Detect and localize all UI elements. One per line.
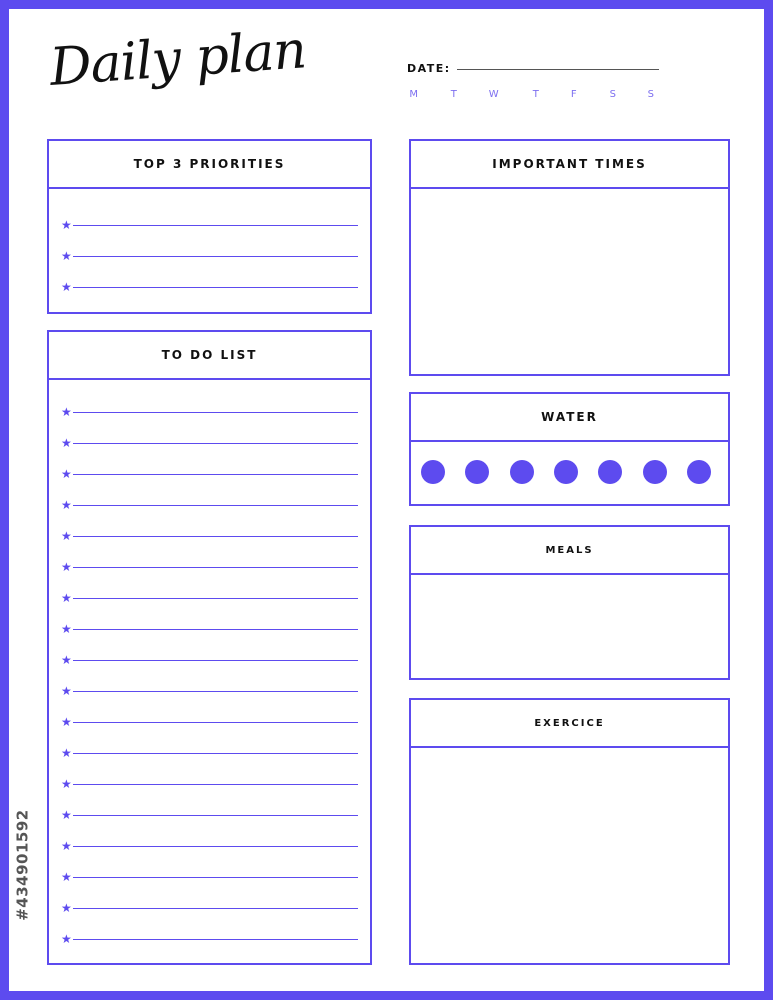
todo-write-line[interactable] xyxy=(73,660,358,661)
todo-write-line[interactable] xyxy=(73,567,358,568)
weekday-sat[interactable]: S xyxy=(609,89,617,100)
todo-write-line[interactable] xyxy=(73,598,358,599)
priority-write-line[interactable] xyxy=(73,225,358,226)
exercise-heading: EXERCICE xyxy=(411,700,728,748)
water-dot-icon[interactable] xyxy=(465,460,489,484)
todo-line-item[interactable] xyxy=(61,840,358,854)
todo-line-item[interactable] xyxy=(61,530,358,544)
star-icon: ★ xyxy=(61,808,72,822)
todo-line-item[interactable] xyxy=(61,685,358,699)
star-icon: ★ xyxy=(61,777,72,791)
star-icon: ★ xyxy=(61,249,72,263)
water-dot-icon[interactable] xyxy=(421,460,445,484)
star-icon: ★ xyxy=(61,591,72,605)
todo-write-line[interactable] xyxy=(73,877,358,878)
priority-line-item[interactable] xyxy=(61,219,358,233)
water-dot-icon[interactable] xyxy=(554,460,578,484)
todo-line-item[interactable] xyxy=(61,778,358,792)
todo-write-line[interactable] xyxy=(73,939,358,940)
star-icon: ★ xyxy=(61,280,72,294)
star-icon: ★ xyxy=(61,436,72,450)
star-icon: ★ xyxy=(61,932,72,946)
todo-write-line[interactable] xyxy=(73,412,358,413)
star-icon: ★ xyxy=(61,498,72,512)
todo-write-line[interactable] xyxy=(73,753,358,754)
weekday-wed[interactable]: W xyxy=(488,89,500,100)
todo-line-item[interactable] xyxy=(61,654,358,668)
star-icon: ★ xyxy=(61,839,72,853)
star-icon: ★ xyxy=(61,901,72,915)
star-icon: ★ xyxy=(61,653,72,667)
water-dot-icon[interactable] xyxy=(510,460,534,484)
todo-line-item[interactable] xyxy=(61,623,358,637)
star-icon: ★ xyxy=(61,870,72,884)
water-dot-icon[interactable] xyxy=(643,460,667,484)
stock-id-text: #434901592 xyxy=(13,809,32,921)
priority-write-line[interactable] xyxy=(73,287,358,288)
priority-line-item[interactable] xyxy=(61,281,358,295)
todo-write-line[interactable] xyxy=(73,722,358,723)
todo-line-item[interactable] xyxy=(61,716,358,730)
water-dot-icon[interactable] xyxy=(598,460,622,484)
water-tracker xyxy=(419,460,720,490)
date-label: DATE: xyxy=(407,62,451,75)
stock-id-watermark xyxy=(11,760,33,975)
weekday-fri[interactable]: F xyxy=(570,89,578,100)
todo-write-line[interactable] xyxy=(73,908,358,909)
weekday-row xyxy=(407,89,667,103)
todo-line-item[interactable] xyxy=(61,747,358,761)
water-box xyxy=(409,392,730,506)
star-icon: ★ xyxy=(61,684,72,698)
todo-write-line[interactable] xyxy=(73,784,358,785)
todo-line-item[interactable] xyxy=(61,809,358,823)
todo-line-item[interactable] xyxy=(61,933,358,947)
todo-line-item[interactable] xyxy=(61,902,358,916)
important-times-box xyxy=(409,139,730,376)
todo-write-line[interactable] xyxy=(73,815,358,816)
star-icon: ★ xyxy=(61,560,72,574)
star-icon: ★ xyxy=(61,746,72,760)
star-icon: ★ xyxy=(61,218,72,232)
star-icon: ★ xyxy=(61,467,72,481)
todo-write-line[interactable] xyxy=(73,536,358,537)
star-icon: ★ xyxy=(61,529,72,543)
important-times-heading: IMPORTANT TIMES xyxy=(411,141,728,189)
date-field-line[interactable] xyxy=(457,69,659,70)
priorities-box xyxy=(47,139,372,314)
star-icon: ★ xyxy=(61,715,72,729)
exercise-box xyxy=(409,698,730,965)
meals-box xyxy=(409,525,730,680)
todo-line-item[interactable] xyxy=(61,437,358,451)
todo-box xyxy=(47,330,372,965)
todo-line-item[interactable] xyxy=(61,871,358,885)
water-dot-icon[interactable] xyxy=(687,460,711,484)
todo-line-item[interactable] xyxy=(61,468,358,482)
star-icon: ★ xyxy=(61,405,72,419)
todo-write-line[interactable] xyxy=(73,474,358,475)
weekday-tue[interactable]: T xyxy=(450,89,458,100)
todo-heading: TO DO LIST xyxy=(49,332,370,380)
weekday-sun[interactable]: S xyxy=(647,89,655,100)
weekday-mon[interactable]: M xyxy=(409,89,419,100)
todo-line-item[interactable] xyxy=(61,592,358,606)
todo-line-item[interactable] xyxy=(61,406,358,420)
priorities-heading: TOP 3 PRIORITIES xyxy=(49,141,370,189)
priority-line-item[interactable] xyxy=(61,250,358,264)
todo-write-line[interactable] xyxy=(73,846,358,847)
todo-write-line[interactable] xyxy=(73,691,358,692)
todo-line-item[interactable] xyxy=(61,561,358,575)
star-icon: ★ xyxy=(61,622,72,636)
date-row xyxy=(407,62,662,78)
weekday-thu[interactable]: T xyxy=(532,89,540,100)
page-title: Daily plan xyxy=(47,20,308,98)
priority-write-line[interactable] xyxy=(73,256,358,257)
meals-heading: MEALS xyxy=(411,527,728,575)
todo-line-item[interactable] xyxy=(61,499,358,513)
todo-write-line[interactable] xyxy=(73,629,358,630)
water-heading: WATER xyxy=(411,394,728,442)
todo-write-line[interactable] xyxy=(73,443,358,444)
todo-write-line[interactable] xyxy=(73,505,358,506)
